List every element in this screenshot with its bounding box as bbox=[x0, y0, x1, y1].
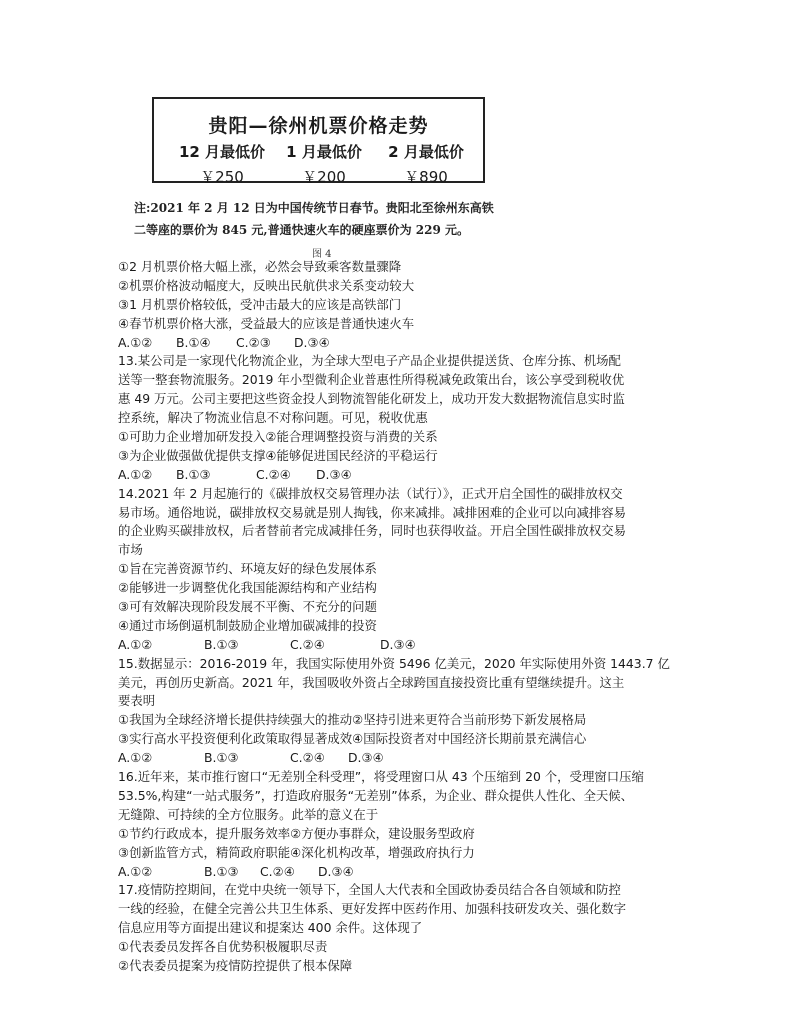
statement: ④春节机票价格大涨，受益最大的应该是普通快速火车 bbox=[118, 315, 415, 331]
question-16 bbox=[118, 768, 683, 881]
question-stem: 信息应用等方面提出建议和提案达 400 余件。这体现了 bbox=[118, 920, 423, 936]
option-d: D.③④ bbox=[294, 334, 330, 350]
option-b: B.①③ bbox=[204, 750, 239, 766]
statement: ①代表委员发挥各自优势积极履职尽责 bbox=[118, 939, 328, 955]
question-stem: 惠 49 万元。公司主要把这些资金投人到物流智能化研发上，成功开发大数据物流信息实时监 bbox=[118, 391, 625, 407]
option-b: B.①③ bbox=[204, 636, 239, 652]
question-stem: 13.某公司是一家现代化物流企业，为全球大型电子产品企业提供提送货、仓库分拣、机场配 bbox=[118, 353, 621, 369]
question-stem: 美元，再创历史新高。2021 年，我国吸收外资占全球跨国直接投资比重有望继续提升。这主 bbox=[118, 674, 625, 690]
statement: ①我国为全球经济增长提供持续强大的推动②坚持引进来更符合当前形势下新发展格局 bbox=[118, 712, 587, 728]
answer-options bbox=[118, 466, 683, 485]
option-c: C.②④ bbox=[256, 466, 291, 482]
statement: ③实行高水平投资便利化政策取得显著成效④国际投资者对中国经济长期前景充满信心 bbox=[118, 731, 587, 747]
price-item-feb bbox=[376, 141, 476, 187]
statement: ①节约行政成本，提升服务效率②方便办事群众，建设服务型政府 bbox=[118, 825, 475, 841]
option-a: A.①② bbox=[118, 636, 153, 652]
option-c: C.②③ bbox=[236, 334, 271, 350]
option-a: A.①② bbox=[118, 863, 153, 879]
statement: ③创新监管方式，精简政府职能④深化机构改革，增强政府执行力 bbox=[118, 844, 475, 860]
figure-note-line: 二等座的票价为 845 元,普通快速火车的硬座票价为 229 元。 bbox=[134, 223, 469, 237]
option-b: B.①③ bbox=[204, 863, 239, 879]
question-15 bbox=[118, 655, 683, 768]
question-stem: 一线的经验，在健全完善公共卫生体系、更好发挥中医药作用、加强科技研发攻关、强化数字 bbox=[118, 901, 627, 917]
price-value: ￥200 bbox=[302, 168, 346, 186]
option-d: D.③④ bbox=[348, 750, 384, 766]
question-stem: 的企业购买碳排放权，后者替前者完成减排任务，同时也获得收益。开启全国性碳排放权交易 bbox=[118, 523, 627, 539]
question-list bbox=[118, 258, 683, 976]
option-d: D.③④ bbox=[380, 636, 416, 652]
figure-note-line: 注:2021 年 2 月 12 日为中国传统节日春节。贵阳北至徐州东高铁 bbox=[134, 201, 494, 215]
question-stem: 要表明 bbox=[118, 693, 156, 709]
question-14 bbox=[118, 485, 683, 655]
question-stem: 14.2021 年 2 月起施行的《碳排放权交易管理办法（试行）》，正式开启全国性的碳排放权交 bbox=[118, 485, 623, 501]
statement: ③为企业做强做优提供支撑④能够促进国民经济的平稳运行 bbox=[118, 447, 438, 463]
question-stem: 市场 bbox=[118, 542, 143, 558]
answer-options bbox=[118, 636, 683, 655]
price-value: ￥890 bbox=[404, 168, 448, 186]
option-d: D.③④ bbox=[318, 863, 354, 879]
statement: ③可有效解决现阶段发展不平衡、不充分的问题 bbox=[118, 599, 377, 615]
question-stem: 送等一整套物流服务。2019 年小型微利企业普惠性所得税减免政策出台，该公享受到税收优 bbox=[118, 372, 625, 388]
airfare-figure bbox=[152, 97, 485, 186]
question-stem: 无缝隙、可持续的全方位服务。此举的意义在于 bbox=[118, 806, 379, 822]
question-stem: 控系统，解决了物流业信息不对称问题。可见，税收优惠 bbox=[118, 410, 428, 426]
statement: ①旨在完善资源节约、环境友好的绿色发展体系 bbox=[118, 561, 377, 577]
option-a: A.①② bbox=[118, 750, 153, 766]
price-item-jan bbox=[274, 141, 374, 187]
figure-caption: 图 4 bbox=[312, 249, 332, 260]
price-month: 2 月最低价 bbox=[388, 143, 464, 161]
question-stem: 15.数据显示：2016-2019 年，我国实际使用外资 5496 亿美元，2020 年实际使用外资 1443.7 亿 bbox=[118, 655, 670, 671]
option-b: B.①③ bbox=[176, 466, 211, 482]
statement: ①可助力企业增加研发投入②能合理调整投资与消费的关系 bbox=[118, 429, 438, 445]
answer-options bbox=[118, 749, 683, 768]
option-c: C.②④ bbox=[290, 636, 325, 652]
answer-options bbox=[118, 863, 683, 882]
question-stem: 17.疫情防控期间，在党中央统一领导下，全国人大代表和全国政协委员结合各自领域和防控 bbox=[118, 882, 621, 898]
option-c: C.②④ bbox=[290, 750, 325, 766]
answer-options bbox=[118, 334, 683, 353]
option-a: A.①② bbox=[118, 466, 153, 482]
question-stem: 易市场。通俗地说，碳排放权交易就是别人掏钱，你来减排。减排困难的企业可以向减排容易 bbox=[118, 504, 627, 520]
option-d: D.③④ bbox=[316, 466, 352, 482]
question-13 bbox=[118, 352, 683, 484]
question-stem: 53.5%,构建“一站式服务”，打造政府服务“无差别”体系，为企业、群众提供人性化、全天候、 bbox=[118, 787, 634, 803]
statement: ②机票价格波动幅度大，反映出民航供求关系变动较大 bbox=[118, 277, 415, 293]
option-b: B.①④ bbox=[176, 334, 211, 350]
option-a: A.①② bbox=[118, 334, 153, 350]
statement: ②代表委员提案为疫情防控提供了根本保障 bbox=[118, 957, 353, 973]
question-stem: 16.近年来，某市推行窗口“无差别全科受理”，将受理窗口从 43 个压缩到 20 个，受理窗口压缩 bbox=[118, 769, 644, 785]
price-value: ￥250 bbox=[200, 168, 244, 186]
statement: ②能够进一步调整优化我国能源结构和产业结构 bbox=[118, 580, 377, 596]
option-c: C.②④ bbox=[260, 863, 295, 879]
figure-title: 贵阳—徐州机票价格走势 bbox=[208, 115, 429, 137]
statement: ④通过市场倒逼机制鼓励企业增加碳减排的投资 bbox=[118, 617, 377, 633]
question-12 bbox=[118, 258, 683, 352]
price-month: 1 月最低价 bbox=[286, 143, 362, 161]
price-month: 12 月最低价 bbox=[178, 143, 266, 161]
price-item-dec bbox=[172, 141, 272, 187]
question-17 bbox=[118, 881, 683, 975]
statement: ①2 月机票价格大幅上涨，必然会导致乘客数量骤降 bbox=[118, 259, 402, 274]
statement: ③1 月机票价格较低，受冲击最大的应该是高铁部门 bbox=[118, 296, 402, 312]
